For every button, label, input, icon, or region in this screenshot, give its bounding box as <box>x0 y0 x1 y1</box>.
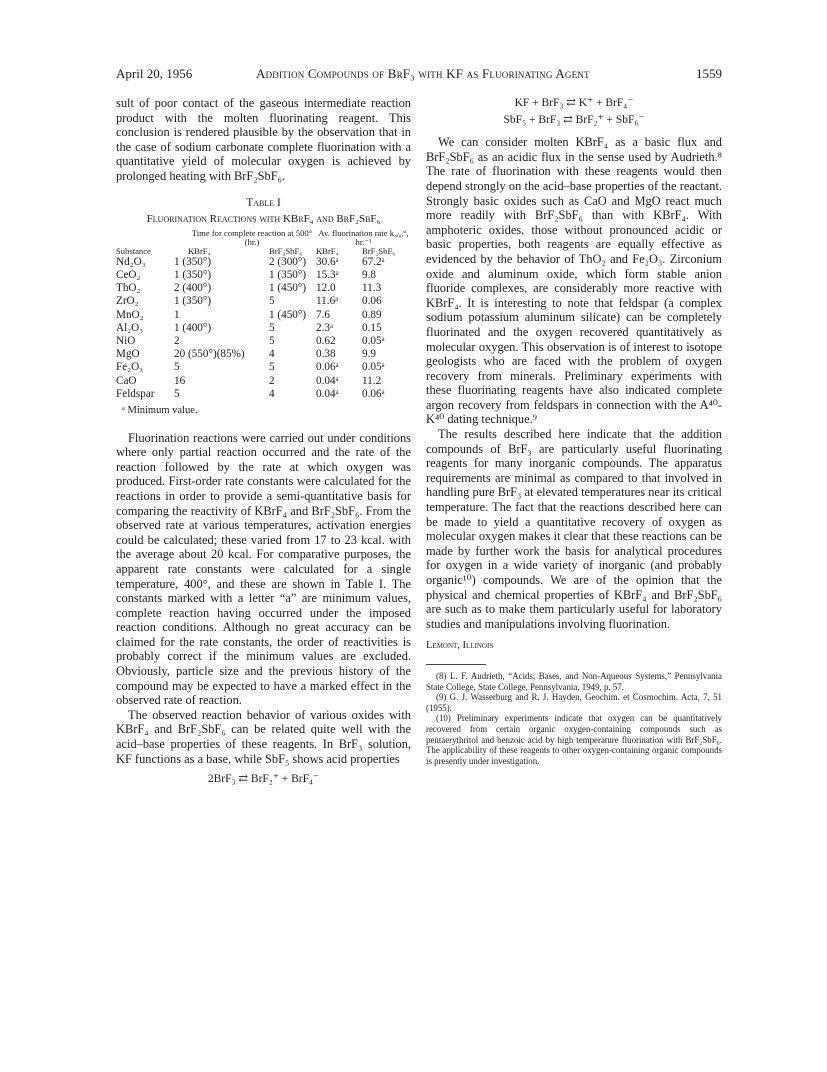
running-header <box>116 66 722 82</box>
table-label: Table I <box>246 196 281 209</box>
table-row: Feldspar 5 4 0.04ᵃ 0.06ᵃ <box>116 387 385 400</box>
header-rate: Av. fluorination rate k₄₀₀°, hr.⁻¹ <box>318 227 409 247</box>
header-title: Addition Compounds of BrF₃ with KF as Fluorinating Agent <box>256 66 590 81</box>
table-row: MgO 20 (550°)(85%) 4 0.38 9.9 <box>116 348 376 361</box>
affiliation: Lemont, Illinois <box>426 640 494 652</box>
equation: SbF₅ + BrF₃ ⇄ BrF₂⁺ + SbF₆⁻ <box>503 113 645 126</box>
table-row: CeO₂ 1 (350°) 1 (350°) 15.3ᵃ 9.8 <box>116 268 376 281</box>
right-column <box>426 96 722 766</box>
paragraph: The observed reaction behavior of various oxides with KBrF₄ and BrF₂SbF₆ can be related quite well with the acid–base properties of these reagents. In BrF₃ solution, KF functions as a base, while SbF₅ shows acid properties <box>116 707 411 766</box>
divider <box>426 664 486 665</box>
table-row: Nd₂O₃ 1 (350°) 2 (300°) 30.6ᵃ 67.2ᵃ <box>116 255 385 268</box>
left-column <box>116 96 411 789</box>
col-time-kbrf4: KBrF₄ <box>188 245 211 256</box>
paragraph-continued: sult of poor contact of the gaseous intermediate reaction product with the molten fluorinating reagent. This conclusion is rendered plausible by the observation that in the case of sodium carbonate complete fluorination with a quantitative yield of molecular oxygen is achieved by prolonged heating with BrF₂SbF₆. <box>116 96 411 183</box>
header-date: April 20, 1956 <box>116 66 193 81</box>
table-row: Fe₂O₃ 5 5 0.06ᵃ 0.05ᵃ <box>116 361 385 374</box>
col-rate-brf2sbf6: BrF₂SbF₆ <box>362 245 396 256</box>
reference: (8) L. F. Audrieth, “Acids, Bases, and Non-Aqueous Systems,” Pennsylvania State College, State College, Pennsylvania, 1949, p. 57. <box>426 670 722 692</box>
table-row: Al₂O₃ 1 (400°) 5 2.3ᵃ 0.15 <box>116 321 382 334</box>
references <box>426 671 722 766</box>
table-footnote: ᵃ Minimum value. <box>122 404 198 416</box>
equation: 2BrF₃ ⇄ BrF₂⁺ + BrF₄⁻ <box>207 773 320 786</box>
reference: (10) Preliminary experiments indicate that oxygen can be quantitatively recovered from certain organic oxygen-containing compounds such as pentaerythritol and benzoic acid by high temperature fluorination with BrF₂SbF₆. The applicability of these reagents to other oxygen-containing organic compounds is presently under investigation. <box>426 713 722 766</box>
table-row: MnO₂ 1 1 (450°) 7.6 0.89 <box>116 308 382 321</box>
table-row: ZrO₂ 1 (350°) 5 11.6ᵃ 0.06 <box>116 295 382 308</box>
fluorination-table <box>116 229 411 401</box>
page-number: 1559 <box>696 66 722 81</box>
table-row: ThO₂ 2 (400°) 1 (450°) 12.0 11.3 <box>116 282 382 295</box>
table-group-header-row <box>116 229 411 247</box>
paragraph: The results described here indicate that the addition compounds of BrF₃ are particularly useful fluorinating reagents for many inorganic compounds. The apparatus requirements are minimal as compared to that involved in handling pure BrF₃ at elevated temperatures near its critical temperature. The fact that the reactions described here can be made to yield a quantitative recovery of oxygen as molecular oxygen makes it clear that these reactions can be made by further work the basis for analytical procedures for oxygen in a wide variety of inorganic (and probably organic¹⁰) compounds. We are of the opinion that the physical and chemical properties of KBrF₄ and BrF₂SbF₆ are such as to make them particularly useful for laboratory studies and manipulations involving fluorination. <box>426 427 722 631</box>
table-caption: Fluorination Reactions with KBrF₄ and BrF₂SbF₆ <box>146 213 381 226</box>
col-time-brf2sbf6: BrF₂SbF₆ <box>269 245 303 256</box>
table-column-header-row <box>116 247 411 256</box>
table-row: CaO 16 2 0.04ᵃ 11.2 <box>116 374 382 387</box>
col-substance: Substance <box>116 245 151 256</box>
paragraph: We can consider molten KBrF₄ as a basic flux and BrF₂SbF₆ as an acidic flux in the sense used by Audrieth.⁸ The rate of fluorination with these reagents would then depend strongly on the acid–base properties of the reactant. Strongly basic oxides such as CaO and MgO react much more readily with BrF₂SbF₆ than with KBrF₄. With amphoteric oxides, those without pronounced acidic or basic properties, both reagents are equally effective as evidenced by the behavior of ThO₂ and Fe₂O₃. Zirconium oxide and aluminum oxide, which form stable anion fluoride complexes, are considerably more reactive with KBrF₄. It is interesting to note that feldspar (a complex sodium potassium aluminum silicate) can be completely fluorinated and the oxygen recovered quantitatively as molecular oxygen. This observation is of interest to isotope geologists who are faced with the problem of oxygen recovery from minerals. Preliminary experiments with these fluorinating reagents have also indicated complete argon recovery from feldspars in connection with the A⁴⁰-K⁴⁰ dating technique.⁹ <box>426 135 722 427</box>
table-row: NiO 2 5 0.62 0.05ᵃ <box>116 334 385 347</box>
paragraph: Fluorination reactions were carried out under conditions where only partial reaction occurred and the rate of the reaction followed by the rate at which oxygen was produced. First-order rate constants were calculated for the reactions in order to provide a semi-quantitative basis for comparing the reactivity of KBrF₄ and BrF₂SbF₆. From the observed rate at various temperatures, activation energies could be calculated; these varied from 17 to 23 kcal. with the average about 20 kcal. For comparative purposes, the apparent rate constants were calculated for a single temperature, 400°, and these are shown in Table I. The constants marked with a letter “a” are minimum values, complete reaction having occurred under the imposed reaction conditions. Although no great accuracy can be claimed for the rate constants, the order of reactivities is probably correct if the minimum values are excluded. Obviously, particle size and the previous history of the compound may be expected to have a marked effect in the observed rate of reaction. <box>116 430 411 708</box>
reference: (9) G. J. Wasserburg and R. J. Hayden, Geochim. et Cosmochim. Acta, 7, 51 (1955). <box>426 692 722 713</box>
header-time: Time for complete reaction at 500° (hr.) <box>191 227 313 247</box>
col-rate-kbrf4: KBrF₄ <box>316 245 339 256</box>
equation: KF + BrF₃ ⇄ K⁺ + BrF₄⁻ <box>514 97 634 109</box>
